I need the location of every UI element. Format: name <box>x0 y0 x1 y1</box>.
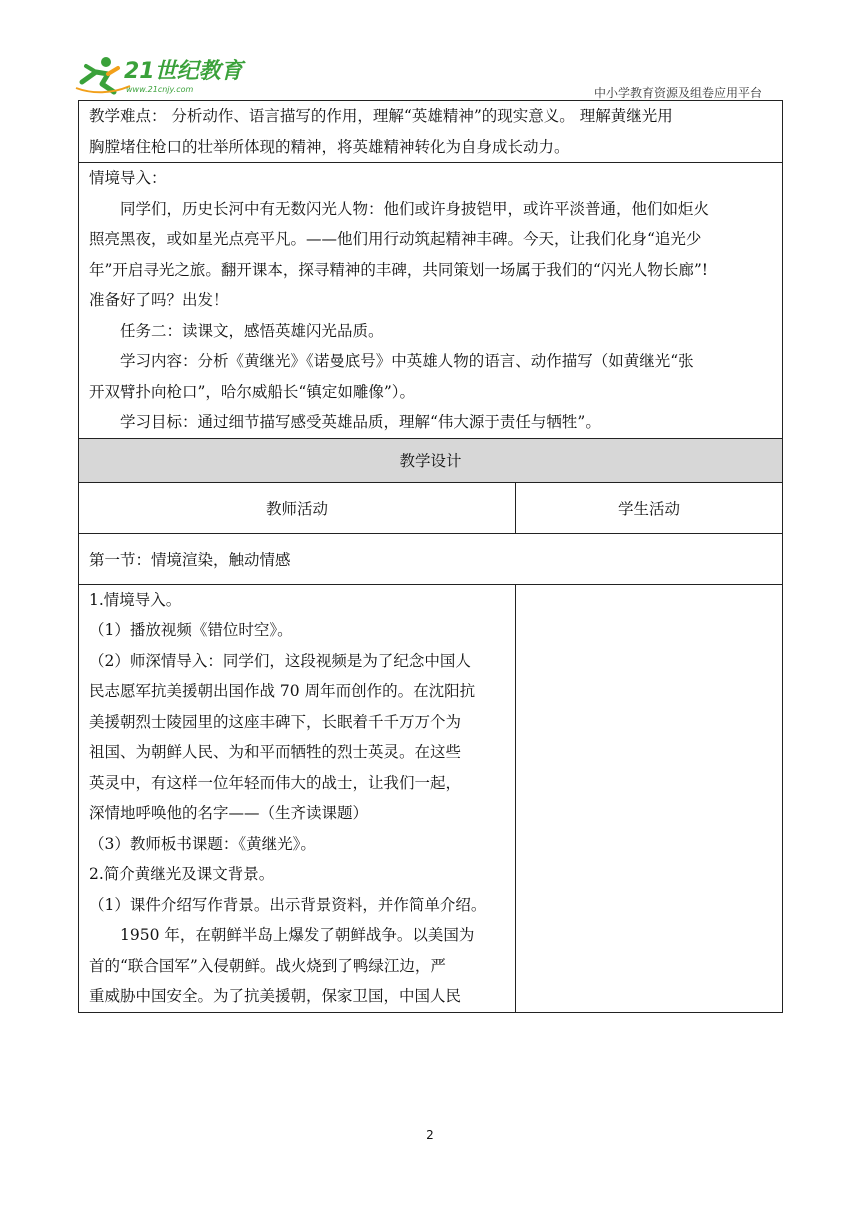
page-number: 2 <box>426 1128 434 1142</box>
task-line: 任务二：读课文，感悟英雄闪光品质。 <box>120 321 384 340</box>
difficulty-line: 胸膛堵住枪口的壮举所体现的精神，将英雄精神转化为自身成长动力。 <box>89 137 570 156</box>
intro-heading: 情境导入： <box>89 169 167 187</box>
teacher-activity-cell <box>79 584 516 1012</box>
teacher-line: 1.情境导入。 <box>89 590 182 609</box>
lesson-table <box>78 100 783 1013</box>
design-title: 教学设计 <box>79 438 783 482</box>
teacher-line: （3）教师板书课题：《黄继光》。 <box>89 834 316 853</box>
intro-line: 照亮黑夜，或如星光点亮平凡。——他们用行动筑起精神丰碑。今天，让我们化身“追光少 <box>89 230 702 248</box>
activity-row <box>79 584 783 1012</box>
design-title-row <box>79 438 783 482</box>
teacher-line: （1）课件介绍写作背景。出示背景资料，并作简单介绍。 <box>89 895 487 914</box>
teacher-line: 重威胁中国安全。为了抗美援朝，保家卫国，中国人民 <box>89 987 462 1005</box>
goal-line: 学习目标：通过细节描写感受英雄品质，理解“伟大源于责任与牺牲”。 <box>120 413 601 431</box>
teacher-line: 深情地呼唤他的名字——（生齐读课题） <box>89 804 369 822</box>
section-row <box>79 533 783 584</box>
intro-line: 同学们，历史长河中有无数闪光人物：他们或许身披铠甲，或许平淡普通，他们如炬火 <box>120 199 710 218</box>
teacher-activity-header: 教师活动 <box>79 482 516 533</box>
content-line: 学习内容：分析《黄继光》《诺曼底号》中英雄人物的语言、动作描写（如黄继光“张 <box>120 352 694 370</box>
teacher-line: 英灵中，有这样一位年轻而伟大的战士，让我们一起， <box>89 773 462 792</box>
difficulty-row <box>79 101 783 163</box>
intro-row <box>79 163 783 439</box>
content-line: 开双臂扑向枪口”，哈尔威船长“镇定如雕像”）。 <box>89 382 416 401</box>
logo-text: 21世纪教育 <box>124 59 243 84</box>
runner-logo-icon <box>72 52 252 96</box>
platform-name: 中小学教育资源及组卷应用平台 <box>593 86 762 100</box>
column-header-row <box>79 482 783 533</box>
logo <box>72 52 252 96</box>
intro-line: 准备好了吗？出发！ <box>89 291 229 309</box>
intro-line: 年”开启寻光之旅。翻开课本，探寻精神的丰碑，共同策划一场属于我们的“闪光人物长廊”! <box>89 260 709 279</box>
teacher-line: （1）播放视频《错位时空》。 <box>89 621 293 639</box>
difficulty-cell <box>79 101 783 163</box>
teacher-line: 首的“联合国军”入侵朝鲜。战火烧到了鸭绿江边，严 <box>89 956 446 975</box>
student-activity-header: 学生活动 <box>516 482 783 533</box>
difficulty-line: 教学难点： 分析动作、语言描写的作用，理解“英雄精神”的现实意义。 理解黄继光用 <box>89 107 673 125</box>
teacher-line: 民志愿军抗美援朝出国作战 70 周年而创作的。在沈阳抗 <box>89 682 476 700</box>
logo-url-text: www.21cnjy.com <box>126 85 194 94</box>
teacher-line: 1950 年，在朝鲜半岛上爆发了朝鲜战争。以美国为 <box>120 926 475 944</box>
teacher-line: 祖国、为朝鲜人民、为和平而牺牲的烈士英灵。在这些 <box>89 743 462 761</box>
section-title: 第一节：情境渲染，触动情感 <box>79 533 783 584</box>
teacher-line: （2）师深情导入：同学们，这段视频是为了纪念中国人 <box>89 651 471 670</box>
student-activity-cell <box>516 584 783 1012</box>
intro-cell <box>79 163 783 439</box>
teacher-line: 2.简介黄继光及课文背景。 <box>89 865 275 883</box>
teacher-line: 美援朝烈士陵园里的这座丰碑下，长眠着千千万万个为 <box>89 712 462 731</box>
